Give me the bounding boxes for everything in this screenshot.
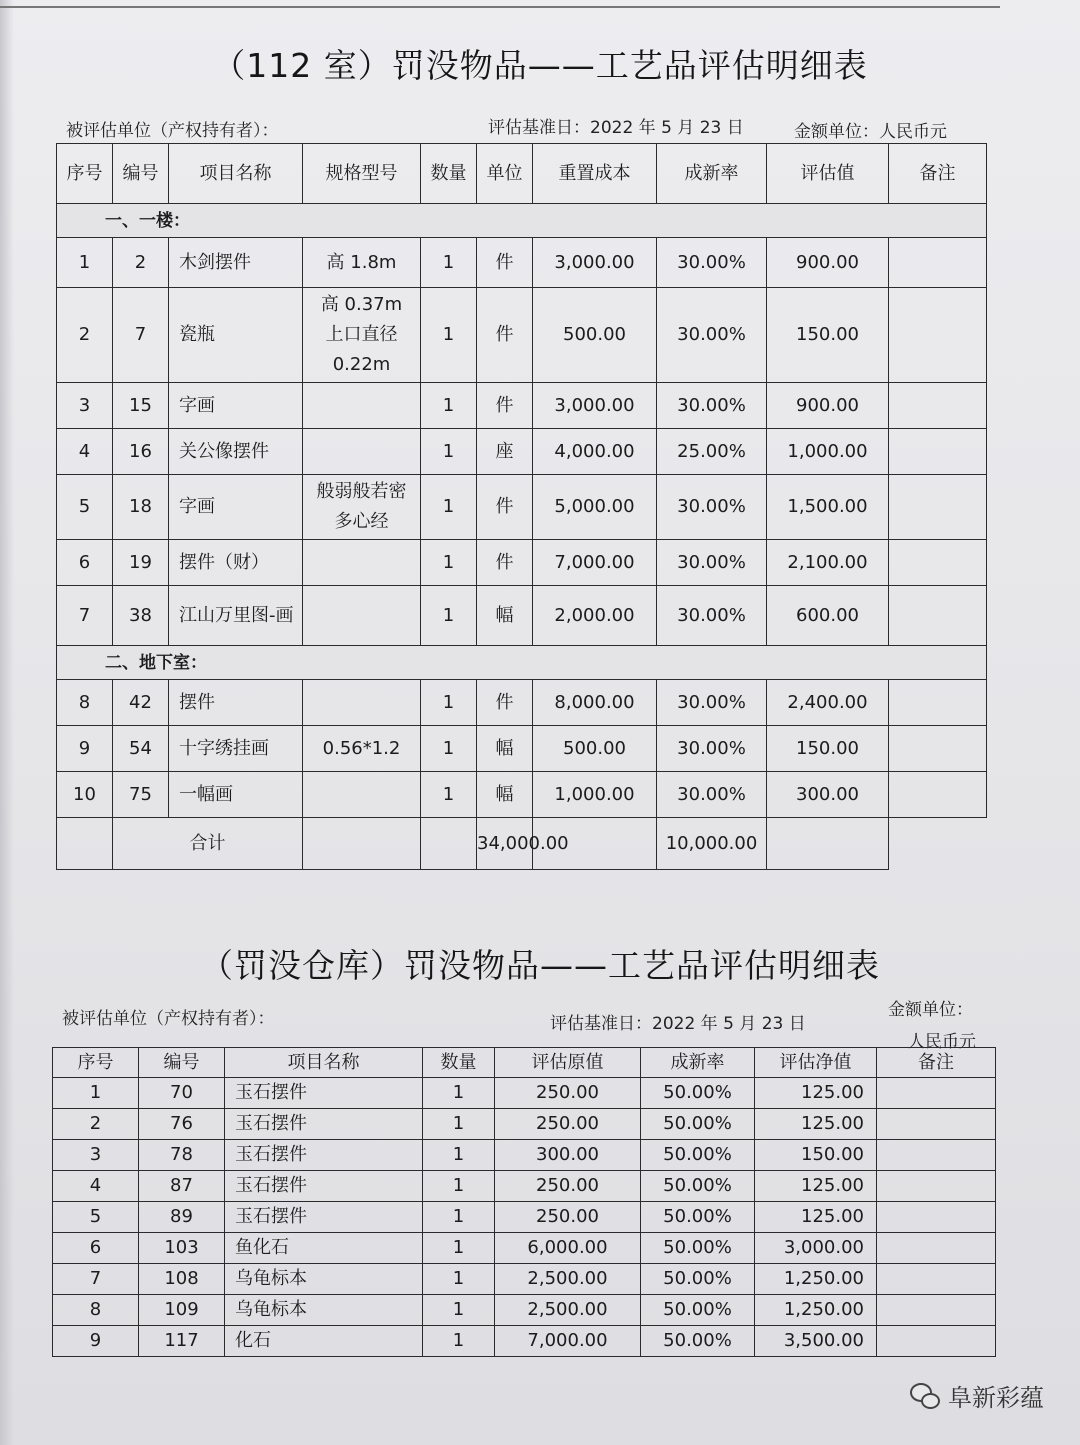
table-cell: 1 [423,1264,495,1295]
table-cell: 30.00% [657,475,767,540]
table-cell: 高 0.37m 上口直径 0.22m [303,288,421,383]
table-cell: 78 [139,1140,225,1171]
wechat-icon [910,1381,940,1411]
table-cell: 50.00% [641,1233,755,1264]
table-cell [57,818,113,870]
table-cell: 1 [423,1140,495,1171]
table2-unit-label-1: 金额单位： [888,1000,973,1020]
table-cell: 50.00% [641,1295,755,1326]
table-cell: 1 [421,429,477,475]
table-cell: 50.00% [641,1326,755,1357]
table-cell: 化石 [225,1326,423,1357]
table1-unit-label: 金额单位：人民币元 [794,122,947,142]
table-cell: 42 [113,680,169,726]
table-row [57,475,987,540]
table-cell: 5 [53,1202,139,1233]
table-row [53,1264,996,1295]
remark-cell [889,383,987,429]
table-cell: 1,250.00 [755,1264,877,1295]
table-cell: 玉石摆件 [225,1202,423,1233]
table2 [52,1047,996,1357]
table-cell: 1 [421,238,477,288]
table1-header-cell: 重置成本 [533,144,657,204]
table-cell: 5,000.00 [533,475,657,540]
table2-header-cell: 评估净值 [755,1048,877,1078]
table-cell: 125.00 [755,1109,877,1140]
table1-date-label: 评估基准日：2022 年 5 月 23 日 [488,118,744,138]
table-cell: 8,000.00 [533,680,657,726]
table-cell [303,818,421,870]
remark-cell [889,475,987,540]
table-cell: 16 [113,429,169,475]
table-cell: 19 [113,540,169,586]
table-cell: 500.00 [533,288,657,383]
table-row [53,1326,996,1357]
watermark [910,1378,1044,1413]
table-row [57,586,987,646]
table-row [53,1233,996,1264]
table-row [57,772,987,818]
table1-title: （112 室）罚没物品——工艺品评估明细表 [212,46,868,85]
table-cell: 3,000.00 [755,1233,877,1264]
table-cell: 座 [477,429,533,475]
table-row [57,429,987,475]
table-cell: 70 [139,1078,225,1109]
table-cell: 30.00% [657,680,767,726]
remark-cell [877,1109,996,1140]
table-cell: 般弱般若密多心经 [303,475,421,540]
table-cell: 江山万里图-画 [169,586,303,646]
table-cell: 2,500.00 [495,1264,641,1295]
table2-header-cell: 项目名称 [225,1048,423,1078]
remark-cell [889,772,987,818]
table-cell: 600.00 [767,586,889,646]
table-cell: 50.00% [641,1171,755,1202]
table-cell: 30.00% [657,540,767,586]
table-cell: 6 [57,540,113,586]
table-cell: 150.00 [767,726,889,772]
table-row [53,1140,996,1171]
table2-title: （罚没仓库）罚没物品——工艺品评估明细表 [200,946,880,985]
table-cell: 幅 [477,772,533,818]
table-cell: 125.00 [755,1202,877,1233]
table2-header-cell: 数量 [423,1048,495,1078]
table-cell: 件 [477,288,533,383]
table-cell: 1,250.00 [755,1295,877,1326]
table-cell: 54 [113,726,169,772]
remark-cell [877,1326,996,1357]
table-row [57,383,987,429]
table-cell: 30.00% [657,383,767,429]
table-cell [303,383,421,429]
remark-cell [889,586,987,646]
remark-cell [877,1140,996,1171]
table-cell: 幅 [477,726,533,772]
table-cell: 1 [423,1109,495,1140]
table-cell: 50.00% [641,1078,755,1109]
table-cell: 117 [139,1326,225,1357]
table-cell: 250.00 [495,1171,641,1202]
table-cell: 乌龟标本 [225,1264,423,1295]
table-cell: 900.00 [767,238,889,288]
table1-header-cell: 序号 [57,144,113,204]
table-cell: 103 [139,1233,225,1264]
table-cell: 1 [421,288,477,383]
table-cell: 3 [57,383,113,429]
table-cell: 250.00 [495,1109,641,1140]
table-row [57,238,987,288]
table-cell: 125.00 [755,1171,877,1202]
table-cell: 75 [113,772,169,818]
table-cell: 150.00 [755,1140,877,1171]
table-cell: 2 [53,1109,139,1140]
table1-header-cell: 备注 [889,144,987,204]
table-cell: 10 [57,772,113,818]
section-label: 二、地下室： [57,646,987,680]
table-cell: 7 [113,288,169,383]
table-cell: 15 [113,383,169,429]
table-cell: 7,000.00 [533,540,657,586]
table-cell: 7 [57,586,113,646]
table-cell: 38 [113,586,169,646]
table-cell: 250.00 [495,1202,641,1233]
table-cell: 1 [421,772,477,818]
table-cell: 1 [423,1078,495,1109]
table-cell: 瓷瓶 [169,288,303,383]
table1-section-row [57,646,987,680]
table-cell: 2,100.00 [767,540,889,586]
table-cell: 50.00% [641,1140,755,1171]
table-cell: 字画 [169,383,303,429]
table-cell: 摆件 [169,680,303,726]
remark-cell [889,238,987,288]
remark-cell [877,1202,996,1233]
table2-date-label: 评估基准日：2022 年 5 月 23 日 [550,1014,806,1034]
table-cell: 2 [57,288,113,383]
table-cell: 1 [421,726,477,772]
table-cell: 1 [421,586,477,646]
table-cell: 50.00% [641,1264,755,1295]
table-cell: 高 1.8m [303,238,421,288]
table-cell: 9 [57,726,113,772]
table-cell: 30.00% [657,726,767,772]
table-cell: 2,400.00 [767,680,889,726]
table1-header-cell: 编号 [113,144,169,204]
total-cost: 34,000.00 [477,818,533,870]
table-cell: 件 [477,238,533,288]
table-cell [303,540,421,586]
table-cell: 89 [139,1202,225,1233]
table-cell: 3,000.00 [533,238,657,288]
table-row [53,1202,996,1233]
remark-cell [889,680,987,726]
table2-header-cell: 序号 [53,1048,139,1078]
table1-owner-label: 被评估单位（产权持有者）： [66,121,279,141]
table-cell: 2 [113,238,169,288]
table-cell: 件 [477,680,533,726]
table-cell: 4,000.00 [533,429,657,475]
remark-cell [877,1233,996,1264]
table-cell: 1 [421,475,477,540]
table-cell: 乌龟标本 [225,1295,423,1326]
table-cell: 1 [57,238,113,288]
table-row [53,1295,996,1326]
table-cell [303,772,421,818]
table1-header-row [57,144,987,204]
table-cell: 一幅画 [169,772,303,818]
table-cell: 1 [423,1233,495,1264]
table-cell: 150.00 [767,288,889,383]
table-cell: 1 [421,680,477,726]
table1-header-cell: 项目名称 [169,144,303,204]
table-cell: 109 [139,1295,225,1326]
table-cell: 1,500.00 [767,475,889,540]
table-cell: 9 [53,1326,139,1357]
table-cell: 玉石摆件 [225,1171,423,1202]
table1-body [57,204,987,870]
table-cell: 玉石摆件 [225,1140,423,1171]
table-row [57,726,987,772]
table2-header-cell: 编号 [139,1048,225,1078]
table-cell: 4 [53,1171,139,1202]
table2-unit-label-2: 人民币元 [908,1032,976,1052]
section-label: 一、一楼： [57,204,987,238]
table-cell: 2,000.00 [533,586,657,646]
table-cell: 1 [421,540,477,586]
table-cell [303,429,421,475]
table-cell: 125.00 [755,1078,877,1109]
table-cell: 十字绣挂画 [169,726,303,772]
table1-header-cell: 成新率 [657,144,767,204]
table-row [53,1109,996,1140]
table-cell: 900.00 [767,383,889,429]
table-cell: 1 [423,1171,495,1202]
table-cell: 3,000.00 [533,383,657,429]
table-cell: 1 [423,1295,495,1326]
table-cell: 50.00% [641,1202,755,1233]
table-cell: 76 [139,1109,225,1140]
table2-header-cell: 备注 [877,1048,996,1078]
table-cell: 7 [53,1264,139,1295]
table-row [53,1078,996,1109]
table-cell: 30.00% [657,288,767,383]
remark-cell [877,1295,996,1326]
table-cell: 件 [477,383,533,429]
table-cell [303,586,421,646]
table-cell: 1,000.00 [533,772,657,818]
table-cell: 250.00 [495,1078,641,1109]
table-cell: 鱼化石 [225,1233,423,1264]
table-row [57,288,987,383]
table-cell: 3 [53,1140,139,1171]
watermark-text: 阜新彩蕴 [948,1384,1044,1412]
table-cell: 30.00% [657,238,767,288]
remark-cell [877,1171,996,1202]
table-cell: 2,500.00 [495,1295,641,1326]
table-cell: 25.00% [657,429,767,475]
table2-owner-label: 被评估单位（产权持有者）： [62,1009,275,1029]
table-cell: 50.00% [641,1109,755,1140]
table-cell: 300.00 [495,1140,641,1171]
table-cell: 玉石摆件 [225,1078,423,1109]
table-cell: 1 [423,1202,495,1233]
table-cell: 18 [113,475,169,540]
table1-header-cell: 数量 [421,144,477,204]
table-cell: 5 [57,475,113,540]
table-row [57,680,987,726]
remark-cell [889,288,987,383]
table1 [56,143,987,870]
table-cell: 木剑摆件 [169,238,303,288]
table-cell: 玉石摆件 [225,1109,423,1140]
total-label: 合计 [113,818,303,870]
table-cell: 4 [57,429,113,475]
remark-cell [889,429,987,475]
table-cell: 500.00 [533,726,657,772]
table-cell: 关公像摆件 [169,429,303,475]
remark-cell [889,540,987,586]
table-cell: 6 [53,1233,139,1264]
table-cell: 3,500.00 [755,1326,877,1357]
table-cell: 108 [139,1264,225,1295]
top-border-line [0,6,1000,8]
table-cell: 1,000.00 [767,429,889,475]
page-shadow [0,0,14,1445]
table-cell: 300.00 [767,772,889,818]
remark-cell [877,1264,996,1295]
total-value: 10,000.00 [657,818,767,870]
table-cell: 字画 [169,475,303,540]
remark-cell [767,818,889,870]
table2-header-cell: 评估原值 [495,1048,641,1078]
table-cell: 1 [421,383,477,429]
table-cell: 件 [477,540,533,586]
remark-cell [877,1078,996,1109]
table-cell: 30.00% [657,772,767,818]
table1-header-cell: 评估值 [767,144,889,204]
table-cell: 1 [423,1326,495,1357]
table1-total-row [57,818,987,870]
table2-body [53,1078,996,1357]
table-cell: 6,000.00 [495,1233,641,1264]
table1-section-row [57,204,987,238]
table-cell [303,680,421,726]
table-cell: 摆件（财） [169,540,303,586]
table2-header-cell: 成新率 [641,1048,755,1078]
table1-header-cell: 单位 [477,144,533,204]
table-cell: 件 [477,475,533,540]
table-row [53,1171,996,1202]
table1-header-cell: 规格型号 [303,144,421,204]
table-cell: 8 [57,680,113,726]
table-cell: 幅 [477,586,533,646]
table-cell: 30.00% [657,586,767,646]
table-row [57,540,987,586]
table-cell: 1 [53,1078,139,1109]
remark-cell [889,726,987,772]
table-cell: 8 [53,1295,139,1326]
table-cell: 0.56*1.2 [303,726,421,772]
table2-header-row [53,1048,996,1078]
table-cell: 7,000.00 [495,1326,641,1357]
table-cell: 87 [139,1171,225,1202]
table-cell [421,818,477,870]
